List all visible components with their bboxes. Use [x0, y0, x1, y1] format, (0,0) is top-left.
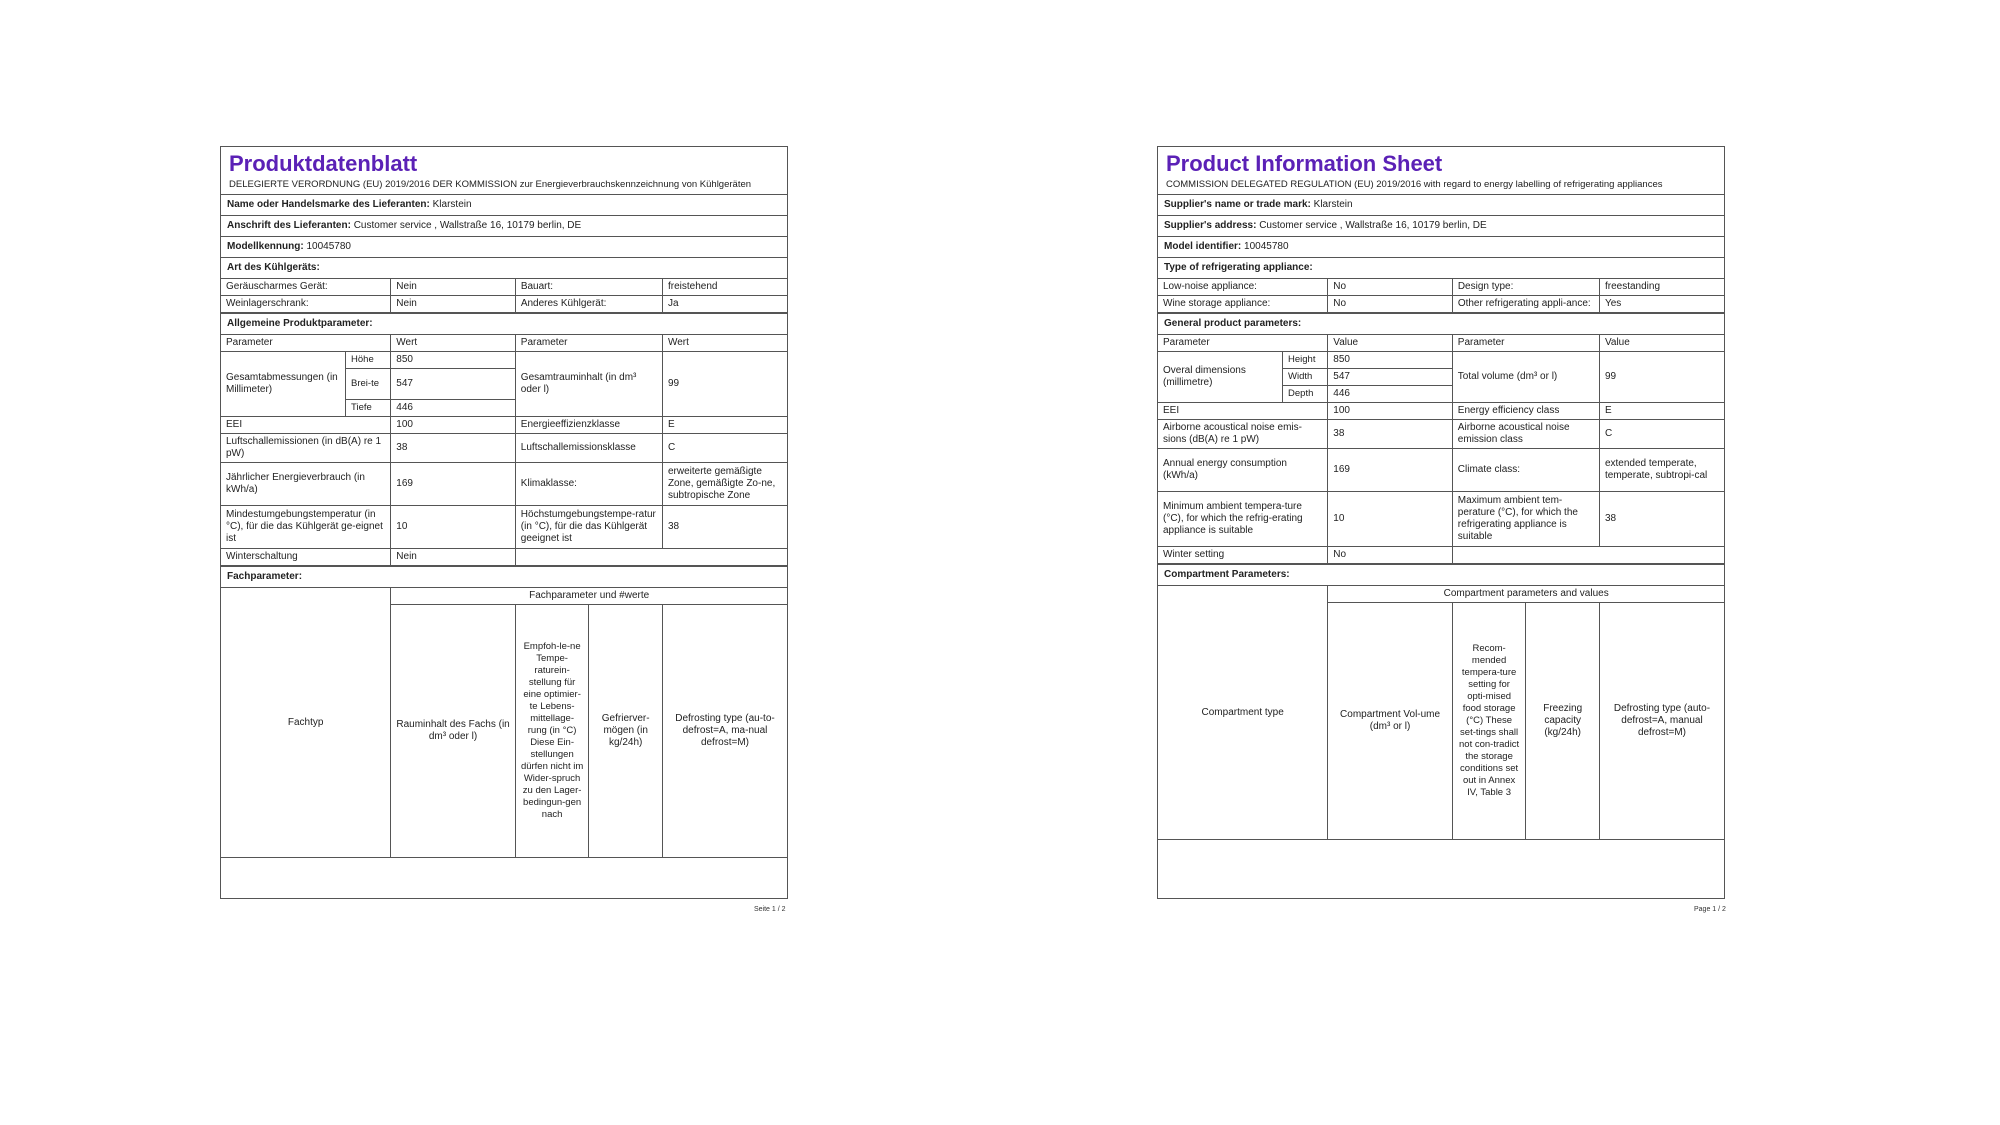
empty-cell [515, 549, 787, 566]
lownoise-label: Low-noise appliance: [1158, 279, 1328, 296]
height-value: 850 [391, 352, 516, 369]
eei-label: EEI [1158, 403, 1328, 420]
appliance-type-table [221, 279, 787, 313]
noise-class-value: C [662, 434, 787, 463]
defrosting-type-header: Defrosting type (auto-defrost=A, manual defrost=M) [1599, 603, 1724, 840]
appliance-type-table [1158, 279, 1724, 313]
noise-value: 38 [1328, 420, 1453, 449]
lownoise-label: Geräuscharmes Gerät: [221, 279, 391, 296]
height-label: Höhe [346, 352, 391, 369]
min-temp-value: 10 [391, 506, 516, 549]
general-params-table [221, 335, 787, 566]
design-value: freestanding [1599, 279, 1724, 296]
address-row [221, 216, 787, 237]
min-temp-label: Minimum ambient tempera-ture (°C), for which the refrig-erating appliance is suitable [1158, 492, 1328, 547]
lownoise-value: No [1328, 279, 1453, 296]
general-params-row [1158, 313, 1724, 335]
supplier-label: Name oder Handelsmarke des Lieferanten: [227, 199, 430, 210]
compartment-params-label: Compartment Parameters: [1164, 569, 1290, 580]
other-value: Yes [1599, 296, 1724, 313]
wine-value: Nein [391, 296, 516, 313]
width-value: 547 [391, 369, 516, 400]
design-label: Bauart: [515, 279, 662, 296]
dimensions-label: Gesamtabmessungen (in Millimeter) [221, 352, 346, 417]
max-temp-label: Maximum ambient tem-perature (°C), for which the refrigerating appliance is suitable [1452, 492, 1599, 547]
depth-value: 446 [1328, 386, 1453, 403]
other-value: Ja [662, 296, 787, 313]
value-header: Value [1328, 335, 1453, 352]
wine-label: Weinlagerschrank: [221, 296, 391, 313]
noise-value: 38 [391, 434, 516, 463]
supplier-label: Supplier's name or trade mark: [1164, 199, 1311, 210]
design-value: freistehend [662, 279, 787, 296]
value-header-2: Wert [662, 335, 787, 352]
min-temp-value: 10 [1328, 492, 1453, 547]
compartment-table [1158, 586, 1724, 840]
compartment-values-header: Compartment parameters and values [1328, 586, 1724, 603]
param-header-2: Parameter [515, 335, 662, 352]
freezing-capacity-header: Freezing capacity (kg/24h) [1526, 603, 1600, 840]
address-value: Customer service , Wallstraße 16, 10179 berlin, DE [353, 220, 582, 231]
width-label: Brei-te [346, 369, 391, 400]
max-temp-value: 38 [1599, 492, 1724, 547]
design-label: Design type: [1452, 279, 1599, 296]
winter-label: Winter setting [1158, 547, 1328, 564]
param-header: Parameter [221, 335, 391, 352]
supplier-value: Klarstein [1313, 199, 1353, 210]
recommended-temp-header: Empfoh-le-ne Tempe-raturein-stellung für eine optimier-te Lebens-mittellage-rung (in °C) Diese Ein-stellungen dürfen nicht im Wider-spruch zu den Lager-bedingun-gen nach [515, 605, 589, 858]
compartment-table [221, 588, 787, 858]
product-datasheet-german [220, 146, 788, 899]
winter-value: Nein [391, 549, 516, 566]
type-label: Type of refrigerating appliance: [1164, 262, 1313, 273]
other-label: Anderes Kühlgerät: [515, 296, 662, 313]
model-label: Modellkennung: [227, 241, 304, 252]
annual-energy-label: Jährlicher Energieverbrauch (in kWh/a) [221, 463, 391, 506]
climate-value: extended temperate, temperate, subtropi-cal [1599, 449, 1724, 492]
compartment-params-row [221, 566, 787, 588]
supplier-row [221, 195, 787, 216]
width-label: Width [1283, 369, 1328, 386]
model-label: Model identifier: [1164, 241, 1242, 252]
winter-value: No [1328, 547, 1453, 564]
wine-value: No [1328, 296, 1453, 313]
volume-label: Gesamtrauminhalt (in dm³ oder l) [515, 352, 662, 417]
address-label: Supplier's address: [1164, 220, 1257, 231]
eei-label: EEI [221, 417, 391, 434]
model-row [221, 237, 787, 258]
type-row [221, 258, 787, 279]
volume-value: 99 [662, 352, 787, 417]
other-label: Other refrigerating appli-ance: [1452, 296, 1599, 313]
noise-class-label: Airborne acoustical noise emission class [1452, 420, 1599, 449]
depth-label: Tiefe [346, 400, 391, 417]
page-number: Seite 1 / 2 [754, 906, 786, 913]
depth-value: 446 [391, 400, 516, 417]
compartment-volume-header: Compartment Vol-ume (dm³ or l) [1328, 603, 1453, 840]
annual-energy-value: 169 [1328, 449, 1453, 492]
climate-label: Climate class: [1452, 449, 1599, 492]
height-value: 850 [1328, 352, 1453, 369]
value-header-2: Value [1599, 335, 1724, 352]
wine-label: Wine storage appliance: [1158, 296, 1328, 313]
energy-class-label: Energy efficiency class [1452, 403, 1599, 420]
max-temp-label: Höchstumgebungstempe-ratur (in °C), für die das Kühlgerät geeignet ist [515, 506, 662, 549]
address-row [1158, 216, 1724, 237]
compartment-type-header: Compartment type [1158, 586, 1328, 840]
noise-label: Airborne acoustical noise emis-sions (dB(A) re 1 pW) [1158, 420, 1328, 449]
max-temp-value: 38 [662, 506, 787, 549]
volume-label: Total volume (dm³ or l) [1452, 352, 1599, 403]
compartment-params-label: Fachparameter: [227, 571, 303, 582]
winter-label: Winterschaltung [221, 549, 391, 566]
climate-label: Klimaklasse: [515, 463, 662, 506]
noise-label: Luftschallemissionen (in dB(A) re 1 pW) [221, 434, 391, 463]
height-label: Height [1283, 352, 1328, 369]
noise-class-value: C [1599, 420, 1724, 449]
eei-value: 100 [1328, 403, 1453, 420]
compartment-volume-header: Rauminhalt des Fachs (in dm³ oder l) [391, 605, 516, 858]
recommended-temp-header: Recom-mended tempera-ture setting for opti-mised food storage (°C) These set-tings shall not con-tradict the storage conditions set out in Annex IV, Table 3 [1452, 603, 1526, 840]
freezing-capacity-header: Gefrierver-mögen (in kg/24h) [589, 605, 663, 858]
general-params-label: Allgemeine Produktparameter: [227, 318, 373, 329]
climate-value: erweiterte gemäßigte Zone, gemäßigte Zo-ne, subtropische Zone [662, 463, 787, 506]
width-value: 547 [1328, 369, 1453, 386]
address-value: Customer service , Wallstraße 16, 10179 berlin, DE [1259, 220, 1487, 231]
sheet-title: Produktdatenblatt [229, 151, 418, 176]
product-datasheet-english [1157, 146, 1725, 899]
min-temp-label: Mindestumgebungstemperatur (in °C), für die das Kühlgerät ge-eignet ist [221, 506, 391, 549]
model-row [1158, 237, 1724, 258]
empty-cell [1452, 547, 1724, 564]
address-label: Anschrift des Lieferanten: [227, 220, 351, 231]
type-row [1158, 258, 1724, 279]
general-params-label: General product parameters: [1164, 318, 1302, 329]
regulation-subtitle: COMMISSION DELEGATED REGULATION (EU) 2019/2016 with regard to energy labelling of refrigerating appliances [1158, 179, 1724, 195]
energy-class-value: E [1599, 403, 1724, 420]
noise-class-label: Luftschallemissionsklasse [515, 434, 662, 463]
energy-class-value: E [662, 417, 787, 434]
model-value: 10045780 [306, 241, 351, 252]
defrosting-type-header: Defrosting type (au-to-defrost=A, ma-nual defrost=M) [662, 605, 787, 858]
compartment-type-header: Fachtyp [221, 588, 391, 858]
param-header: Parameter [1158, 335, 1328, 352]
sheet-title: Product Information Sheet [1166, 151, 1443, 176]
dimensions-label: Overal dimensions (millimetre) [1158, 352, 1283, 403]
type-label: Art des Kühlgeräts: [227, 262, 320, 273]
volume-value: 99 [1599, 352, 1724, 403]
general-params-row [221, 313, 787, 335]
general-params-table [1158, 335, 1724, 564]
model-value: 10045780 [1244, 241, 1289, 252]
supplier-row [1158, 195, 1724, 216]
annual-energy-value: 169 [391, 463, 516, 506]
regulation-subtitle: DELEGIERTE VERORDNUNG (EU) 2019/2016 DER KOMMISSION zur Energieverbrauchskennzeichnung von Kühlgeräten [221, 179, 787, 195]
eei-value: 100 [391, 417, 516, 434]
lownoise-value: Nein [391, 279, 516, 296]
page-number: Page 1 / 2 [1694, 906, 1726, 913]
energy-class-label: Energieeffizienzklasse [515, 417, 662, 434]
compartment-values-header: Fachparameter und #werte [391, 588, 787, 605]
supplier-value: Klarstein [432, 199, 472, 210]
value-header: Wert [391, 335, 516, 352]
annual-energy-label: Annual energy consumption (kWh/a) [1158, 449, 1328, 492]
depth-label: Depth [1283, 386, 1328, 403]
compartment-params-row [1158, 564, 1724, 586]
param-header-2: Parameter [1452, 335, 1599, 352]
